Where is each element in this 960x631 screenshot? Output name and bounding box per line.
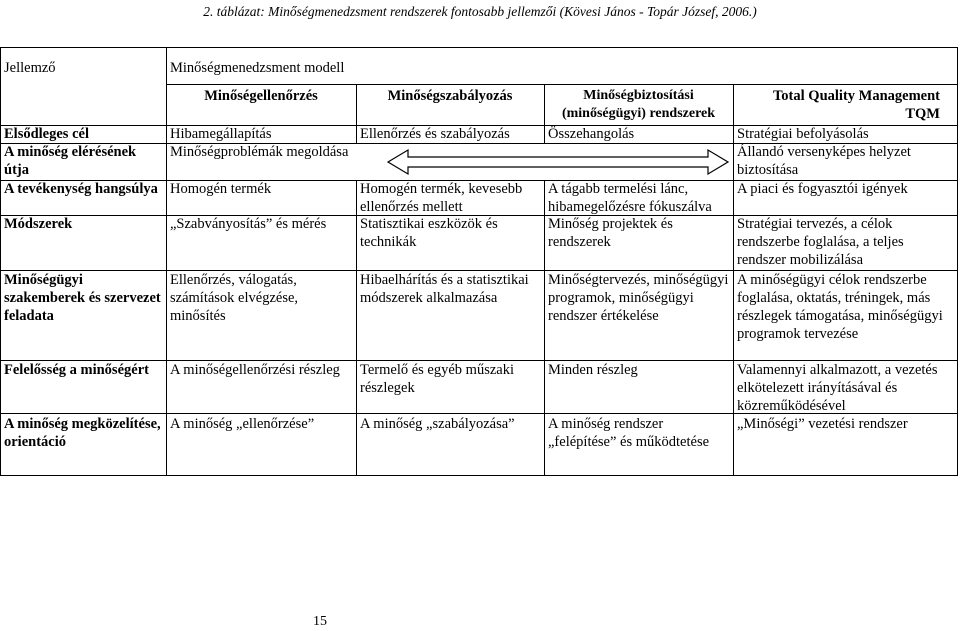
cell-responsibility-qa: Minden részleg <box>548 362 638 378</box>
cell-responsibility-tqm: Valamennyi alkalmazott, a vezetés elkötelezett irányításával és közreműködésével <box>737 362 938 414</box>
table-border-left <box>0 47 1 476</box>
cell-approach-tqm: „Minőségi” vezetési rendszer <box>737 416 908 432</box>
row-label-emphasis: A tevékenység hangsúlya <box>4 181 158 197</box>
cell-path-qc: Minőségproblémák megoldása <box>170 144 349 160</box>
cell-approach-qc: A minőség „ellenőrzése” <box>170 416 315 432</box>
cell-tasks-qr: Hibaelhárítás és a statisztikai módszerek alkalmazása <box>360 272 529 306</box>
cell-methods-qr: Statisztikai eszközök és technikák <box>360 216 498 250</box>
cell-methods-tqm: Stratégiai tervezés, a célok rendszerbe foglalása, a teljes rendszer mobilizálása <box>737 216 904 268</box>
cell-emphasis-qc: Homogén termék <box>170 181 272 197</box>
cell-primary-goal-qa: Összehangolás <box>548 126 635 142</box>
cell-tasks-tqm: A minőségügyi célok rendszerbe foglalása, oktatás, tréningek, más részlegek támogatása, minőségügyi programok tervezése <box>737 272 943 342</box>
table-column-rule <box>166 47 167 476</box>
cell-approach-qr: A minőség „szabályozása” <box>360 416 515 432</box>
row-label-approach: A minőség megközelítése, orientáció <box>4 416 161 450</box>
row-label-path: A minőség elérésének útja <box>4 144 137 178</box>
header-model: Minőségmenedzsment modell <box>170 60 345 76</box>
double-arrow-icon <box>386 148 730 176</box>
header-characteristic: Jellemző <box>4 60 56 76</box>
table-border-bottom <box>0 475 958 476</box>
cell-responsibility-qr: Termelő és egyéb műszaki részlegek <box>360 362 514 396</box>
row-label-responsibility: Felelősség a minőségért <box>4 362 149 378</box>
row-label-primary-goal: Elsődleges cél <box>4 126 89 142</box>
cell-methods-qc: „Szabványosítás” és mérés <box>170 216 327 232</box>
cell-methods-qa: Minőség projektek és rendszerek <box>548 216 673 250</box>
row-label-methods: Módszerek <box>4 216 73 232</box>
header-tqm: Total Quality Management TQM <box>772 88 940 122</box>
header-quality-assurance: Minőségbiztosítási (minőségügyi) rendszerek <box>561 88 716 121</box>
cell-path-tqm: Állandó versenyképes helyzet biztosítása <box>737 144 911 178</box>
cell-primary-goal-tqm: Stratégiai befolyásolás <box>737 126 869 142</box>
table-border-top <box>0 47 958 48</box>
header-quality-regulation: Minőségszabályozás <box>387 88 513 104</box>
table-rule <box>166 84 958 85</box>
cell-primary-goal-qc: Hibamegállapítás <box>170 126 272 142</box>
row-label-tasks: Minőségügyi szakemberek és szervezet feladata <box>4 272 161 324</box>
cell-emphasis-qa: A tágabb termelési lánc, hibamegelőzésre fókuszálva <box>548 181 712 215</box>
cell-emphasis-tqm: A piaci és fogyasztói igények <box>737 181 908 197</box>
cell-approach-qa: A minőség rendszer „felépítése” és működtetése <box>548 416 710 450</box>
page-number: 15 <box>313 614 327 629</box>
table-caption: 2. táblázat: Minőségmenedzsment rendszerek fontosabb jellemzői (Kövesi János - Topár József, 2006.) <box>203 4 757 19</box>
header-quality-control: Minőségellenőrzés <box>204 88 318 104</box>
cell-tasks-qa: Minőségtervezés, minőségügyi programok, minőségügyi rendszer értékelése <box>548 272 729 324</box>
cell-primary-goal-qr: Ellenőrzés és szabályozás <box>360 126 510 142</box>
cell-emphasis-qr: Homogén termék, kevesebb ellenőrzés mellett <box>360 181 523 215</box>
cell-responsibility-qc: A minőségellenőrzési részleg <box>170 362 340 378</box>
cell-tasks-qc: Ellenőrzés, válogatás, számítások elvégzése, minősítés <box>170 272 299 324</box>
